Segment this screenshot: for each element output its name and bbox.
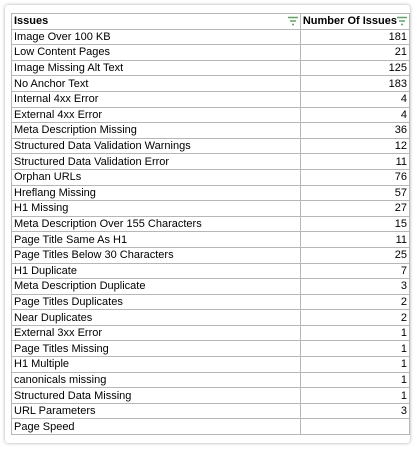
issue-cell[interactable]: Meta Description Missing [12, 123, 301, 139]
count-cell[interactable]: 4 [300, 107, 409, 123]
count-cell[interactable]: 11 [300, 154, 409, 170]
issue-cell[interactable]: Orphan URLs [12, 169, 301, 185]
issue-cell[interactable]: Low Content Pages [12, 45, 301, 61]
issues-table [11, 13, 410, 435]
issues-header-label: Issues [14, 15, 49, 28]
issue-cell[interactable]: Meta Description Over 155 Characters [12, 216, 301, 232]
issue-cell[interactable]: URL Parameters [12, 403, 301, 419]
table-row [12, 341, 410, 357]
sheet-frame [5, 5, 410, 443]
table-row [12, 279, 410, 295]
issue-cell[interactable]: Image Missing Alt Text [12, 60, 301, 76]
table-row [12, 216, 410, 232]
issue-cell[interactable]: Page Titles Missing [12, 341, 301, 357]
issue-cell[interactable]: Internal 4xx Error [12, 91, 301, 107]
count-cell[interactable]: 36 [300, 123, 409, 139]
issue-cell[interactable]: H1 Multiple [12, 357, 301, 373]
table-row [12, 154, 410, 170]
table-row [12, 325, 410, 341]
table-row [12, 419, 410, 435]
issue-cell[interactable]: H1 Duplicate [12, 263, 301, 279]
count-cell[interactable]: 21 [300, 45, 409, 61]
table-row [12, 123, 410, 139]
table-row [12, 357, 410, 373]
header-row [12, 14, 410, 30]
count-cell[interactable]: 57 [300, 185, 409, 201]
table-row [12, 294, 410, 310]
count-cell[interactable]: 183 [300, 76, 409, 92]
table-row [12, 201, 410, 217]
issue-cell[interactable]: Hreflang Missing [12, 185, 301, 201]
issue-cell[interactable]: Page Titles Duplicates [12, 294, 301, 310]
issue-cell[interactable]: Meta Description Duplicate [12, 279, 301, 295]
table-row [12, 91, 410, 107]
count-cell[interactable]: 12 [300, 138, 409, 154]
issue-cell[interactable]: Image Over 100 KB [12, 29, 301, 45]
filter-icon[interactable] [288, 16, 298, 26]
table-row [12, 403, 410, 419]
count-cell[interactable]: 3 [300, 279, 409, 295]
table-row [12, 169, 410, 185]
issue-cell[interactable]: Page Title Same As H1 [12, 232, 301, 248]
count-cell[interactable]: 1 [300, 341, 409, 357]
count-cell[interactable]: 181 [300, 29, 409, 45]
issue-cell[interactable]: External 4xx Error [12, 107, 301, 123]
count-cell[interactable]: 1 [300, 372, 409, 388]
count-cell[interactable]: 2 [300, 310, 409, 326]
table-row [12, 45, 410, 61]
issue-cell[interactable]: H1 Missing [12, 201, 301, 217]
count-cell[interactable]: 11 [300, 232, 409, 248]
table-row [12, 263, 410, 279]
table-row [12, 185, 410, 201]
count-cell[interactable]: 3 [300, 403, 409, 419]
issue-cell[interactable]: Structured Data Missing [12, 388, 301, 404]
count-cell[interactable]: 4 [300, 91, 409, 107]
table-row [12, 247, 410, 263]
issue-cell[interactable]: Structured Data Validation Warnings [12, 138, 301, 154]
count-cell[interactable]: 27 [300, 201, 409, 217]
table-row [12, 388, 410, 404]
table-row [12, 76, 410, 92]
issue-cell[interactable]: Structured Data Validation Error [12, 154, 301, 170]
count-cell[interactable]: 2 [300, 294, 409, 310]
issue-cell[interactable]: Near Duplicates [12, 310, 301, 326]
issue-cell[interactable]: No Anchor Text [12, 76, 301, 92]
table-row [12, 29, 410, 45]
count-column-header[interactable] [300, 14, 409, 30]
count-cell[interactable]: 125 [300, 60, 409, 76]
issue-cell[interactable]: Page Titles Below 30 Characters [12, 247, 301, 263]
count-cell[interactable]: 15 [300, 216, 409, 232]
filter-icon[interactable] [397, 16, 407, 26]
issue-cell[interactable]: Page Speed [12, 419, 301, 435]
count-cell[interactable]: 1 [300, 388, 409, 404]
count-cell[interactable]: 25 [300, 247, 409, 263]
issue-cell[interactable]: canonicals missing [12, 372, 301, 388]
table-row [12, 372, 410, 388]
count-cell[interactable]: 7 [300, 263, 409, 279]
count-cell[interactable]: 1 [300, 325, 409, 341]
issues-column-header[interactable] [12, 14, 301, 30]
table-row [12, 232, 410, 248]
issue-cell[interactable]: External 3xx Error [12, 325, 301, 341]
count-cell[interactable] [300, 419, 409, 435]
table-row [12, 138, 410, 154]
count-cell[interactable]: 76 [300, 169, 409, 185]
table-row [12, 60, 410, 76]
table-row [12, 310, 410, 326]
table-row [12, 107, 410, 123]
count-cell[interactable]: 1 [300, 357, 409, 373]
count-header-label: Number Of Issues [302, 15, 397, 28]
